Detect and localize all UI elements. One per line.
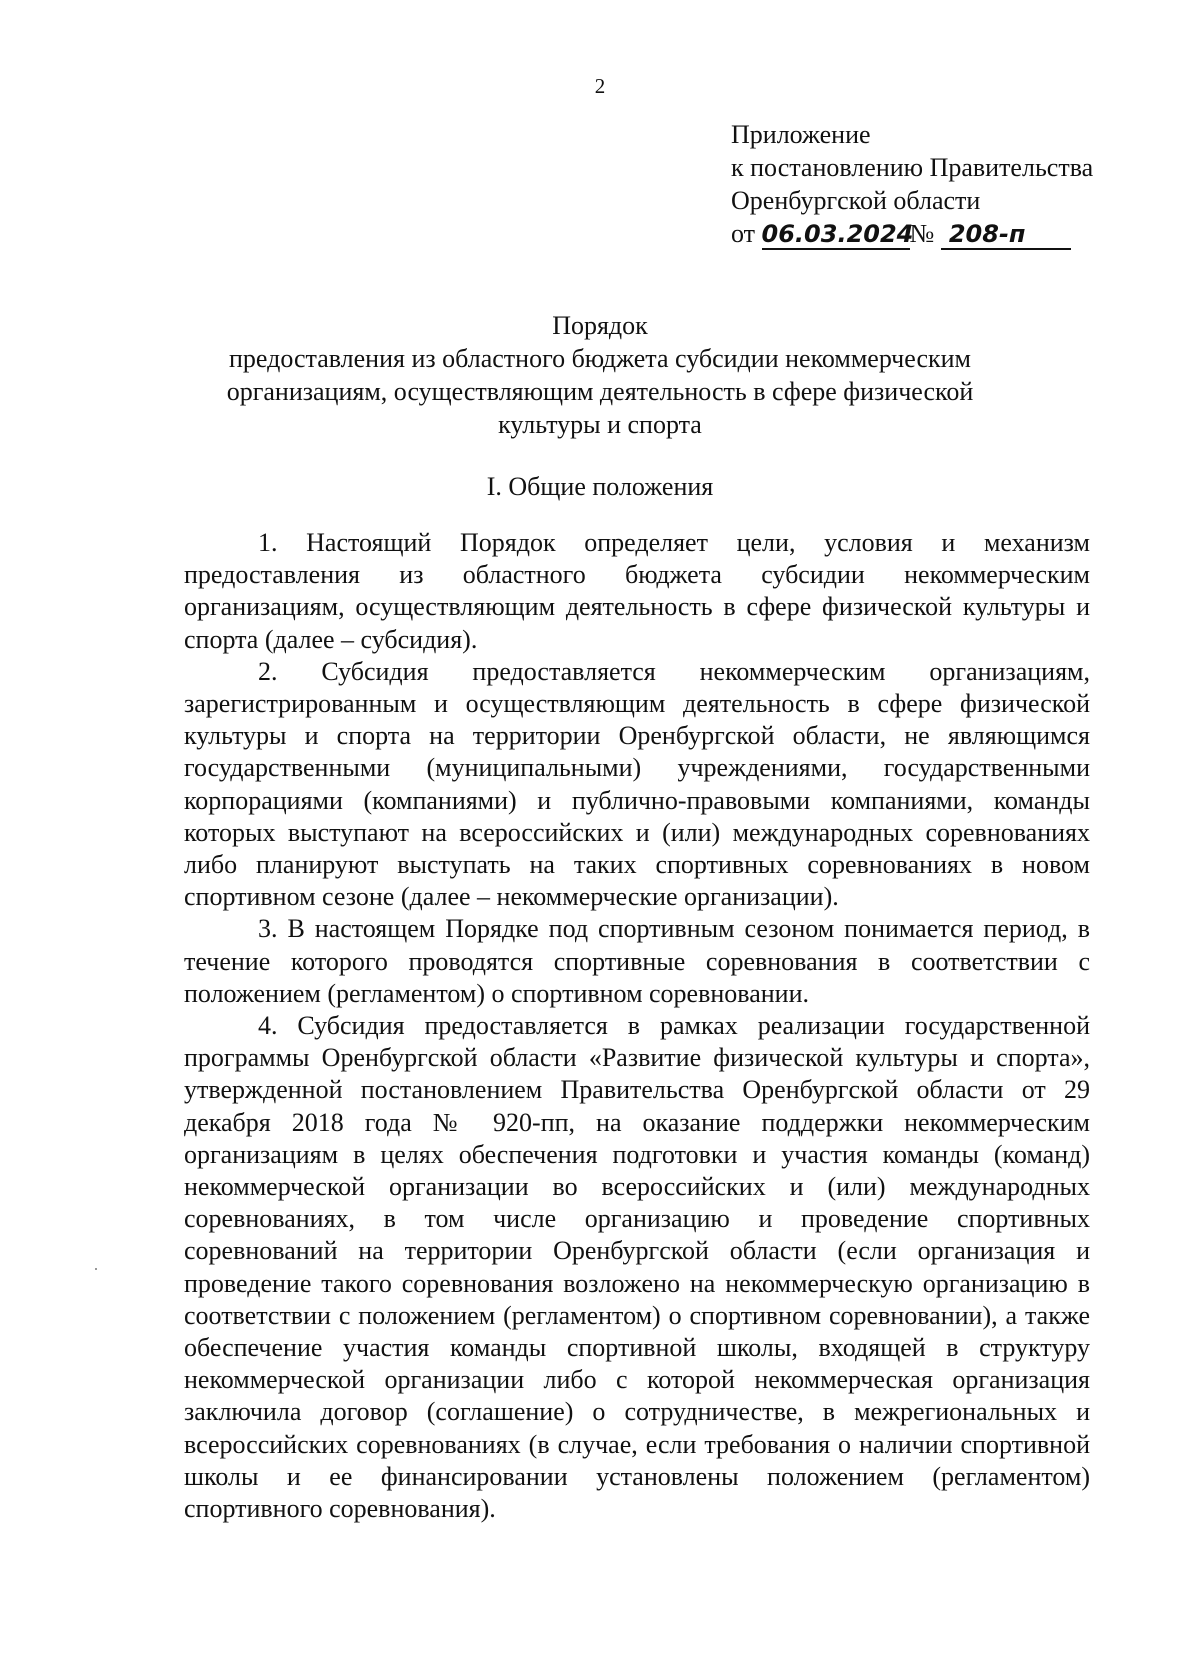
paragraph-1: 1. Настоящий Порядок определяет цели, условия и механизм предоставления из областного бюджета субсидии некоммерческим организациям, осуществляющим деятельность в сфере физической культуры и спорта (далее – субсидия).: [184, 528, 1090, 654]
title-line-3: культуры и спорта: [498, 410, 702, 439]
appendix-date-line: [731, 217, 1071, 250]
paragraph-3: 3. В настоящем Порядке под спортивным сезоном понимается период, в течение которого проводятся спортивные соревнования в соответствии с положением (регламентом) о спортивном соревновании.: [184, 914, 1090, 1008]
page-number: 2: [594, 74, 606, 98]
title-line-2: организациям, осуществляющим деятельность в сфере физической: [226, 377, 974, 406]
appendix-line-1: Приложение: [731, 120, 871, 149]
appendix-line-2: к постановлению Правительства: [731, 153, 1094, 182]
number-label: №: [909, 219, 935, 248]
document-body: [184, 527, 1090, 1525]
title-heading: Порядок: [552, 311, 648, 340]
scan-speck: [95, 1268, 97, 1270]
paragraph-2: 2. Субсидия предоставляется некоммерческим организациям, зарегистрированным и осуществляющим деятельность в сфере физической культуры и спорта на территории Оренбургской области, не являющимся государственными (муниципальными) учреждениями, государственными корпорациями (компаниями) и публично-правовыми компаниями, команды которых выступают на всероссийских и (или) международных соревнованиях либо планируют выступать на таких спортивных соревнованиях в новом спортивном сезоне (далее – некоммерческие организации).: [184, 656, 1090, 912]
from-label: от: [731, 219, 756, 248]
handwritten-number: 208-п: [941, 220, 1071, 250]
document-title: [0, 309, 1200, 441]
section-heading: I. Общие положения: [486, 472, 714, 501]
appendix-block: [731, 118, 1093, 250]
paragraph-4: 4. Субсидия предоставляется в рамках реализации государственной программы Оренбургской области «Развитие физической культуры и спорта», утвержденной постановлением Правительства Оренбургской области от 29 декабря 2018 года № 920-пп, на оказание поддержки некоммерческим организациям в целях обеспечения подготовки и участия команды (команд) некоммерческой организации во всероссийских и (или) международных соревнованиях, в том числе организацию и проведение спортивных соревнований на территории Оренбургской области (если организация и проведение такого соревнования возложено на некоммерческую организацию в соответствии с положением (регламентом) о спортивном соревновании), а также обеспечение участия команды спортивной школы, входящей в структуру некоммерческой организации либо с которой некоммерческая организация заключила договор (соглашение) о сотрудничестве, в межрегиональных и всероссийских соревнованиях (в случае, если требования о наличии спортивной школы и ее финансировании установлены положением (регламентом) спортивного соревнования).: [184, 1011, 1090, 1524]
appendix-line-3: Оренбургской области: [731, 186, 981, 215]
handwritten-date: 06.03.2024: [761, 220, 914, 248]
title-line-1: предоставления из областного бюджета субсидии некоммерческим: [228, 344, 971, 373]
